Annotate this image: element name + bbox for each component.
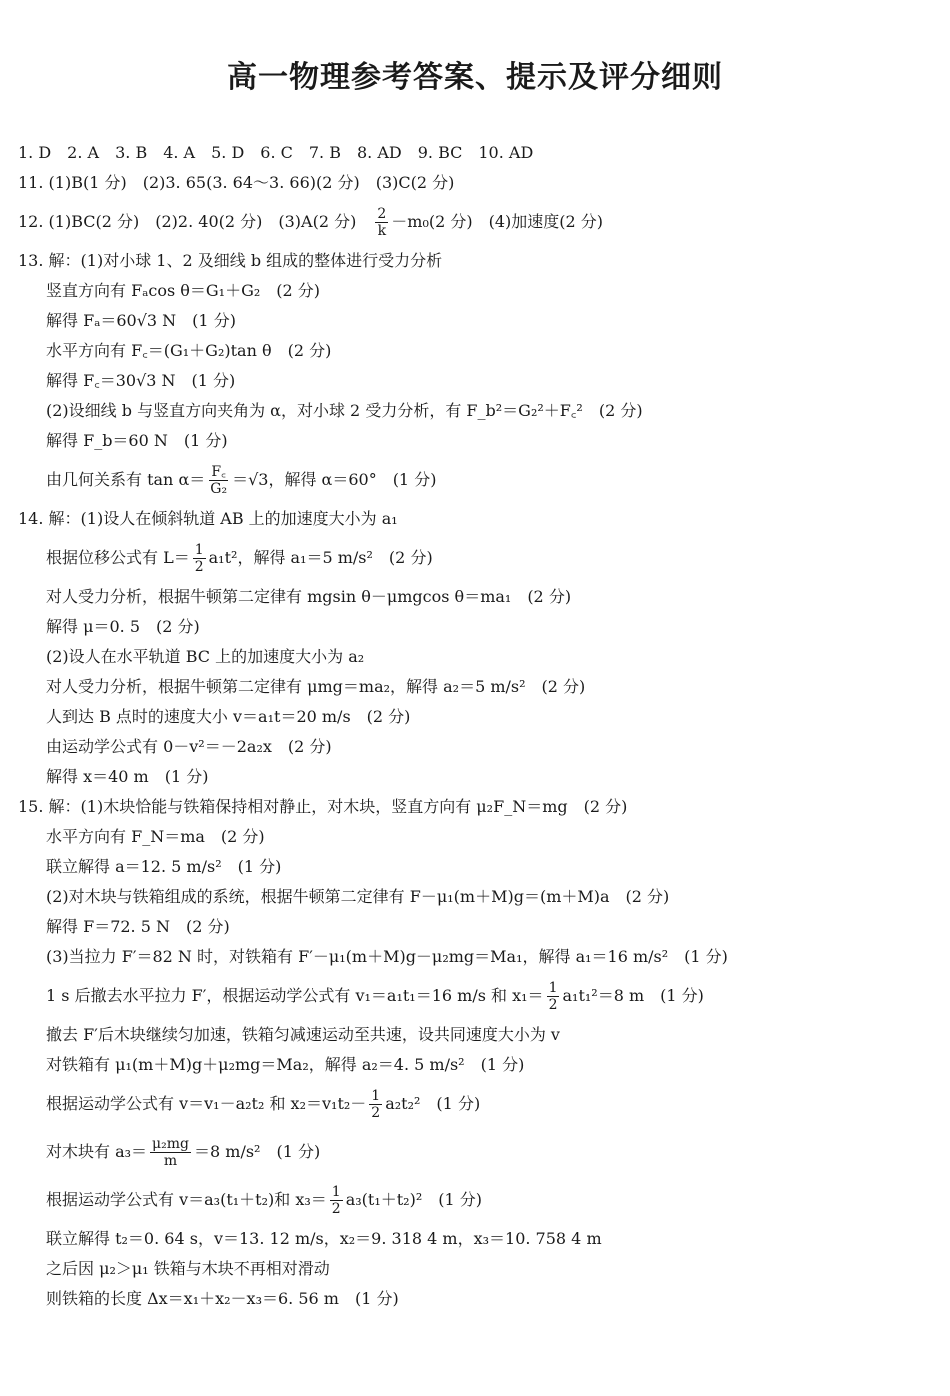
answer-line (18, 504, 938, 534)
line-text: 1 s 后撤去水平拉力 F′，根据运动学公式有 v₁＝a₁t₁＝16 m/s 和 x₁＝ (46, 986, 544, 1005)
answer-line (18, 582, 938, 612)
line-text: a₃(t₁＋t₂)² (1 分) (345, 1190, 482, 1209)
fraction-numerator: 1 (331, 1183, 341, 1200)
answer-line (18, 882, 938, 912)
fraction-numerator: 1 (371, 1087, 381, 1104)
answer-line (18, 1050, 938, 1080)
answer-line (18, 138, 938, 168)
answer-line (18, 456, 938, 504)
answer-line (18, 198, 938, 246)
line-text: 人到达 B 点时的速度大小 v＝a₁t＝20 m/s (2 分) (46, 707, 411, 726)
line-text: 解得 F_b＝60 N (1 分) (46, 431, 228, 450)
line-text: (3)当拉力 F′＝82 N 时，对铁箱有 F′－μ₁(m＋M)g－μ₂mg＝Ma₁，解得 a₁＝16 m/s² (1 分) (46, 947, 728, 966)
line-text: 对人受力分析，根据牛顿第二定律有 mgsin θ－μmgcos θ＝ma₁ (2 分) (46, 587, 572, 606)
answer-line (18, 168, 938, 198)
line-text: (2)设人在水平轨道 BC 上的加速度大小为 a₂ (46, 647, 365, 666)
fraction-denominator: 2 (331, 1200, 341, 1217)
line-text: 联立解得 a＝12. 5 m/s² (1 分) (46, 857, 282, 876)
answer-line (18, 1128, 938, 1176)
answer-line (18, 642, 938, 672)
line-text: 15. 解：(1)木块恰能与铁箱保持相对静止，对木块，竖直方向有 μ₂F_N＝mg (2 分) (18, 797, 628, 816)
line-text: (2)对木块与铁箱组成的系统，根据牛顿第二定律有 F－μ₁(m＋M)g＝(m＋M)a (2 分) (46, 887, 670, 906)
answer-line (18, 1254, 938, 1284)
fraction-denominator: m (163, 1152, 178, 1169)
line-text: 之后因 μ₂＞μ₁ 铁箱与木块不再相对滑动 (46, 1259, 330, 1278)
line-text: a₁t²，解得 a₁＝5 m/s² (2 分) (208, 548, 433, 567)
line-text: 联立解得 t₂＝0. 64 s，v＝13. 12 m/s，x₂＝9. 318 4 m，x₃＝10. 758 4 m (46, 1229, 602, 1248)
fraction-denominator: 2 (548, 996, 558, 1013)
answer-line (18, 912, 938, 942)
fraction-denominator: 2 (371, 1104, 381, 1121)
line-text: 13. 解：(1)对小球 1、2 及细线 b 组成的整体进行受力分析 (18, 251, 443, 270)
answer-line (18, 972, 938, 1020)
line-text: 解得 x＝40 m (1 分) (46, 767, 209, 786)
fraction (547, 980, 560, 1013)
line-text: a₁t₁²＝8 m (1 分) (562, 986, 704, 1005)
line-text: 由运动学公式有 0－v²＝－2a₂x (2 分) (46, 737, 332, 756)
answer-line (18, 276, 938, 306)
fraction-numerator: 1 (194, 541, 204, 558)
line-text: 解得 Fₐ＝60√3 N (1 分) (46, 311, 236, 330)
answer-line (18, 1020, 938, 1050)
answer-line (18, 762, 938, 792)
line-text: ＝√3，解得 α＝60° (1 分) (232, 470, 437, 489)
answer-line (18, 852, 938, 882)
answer-line (18, 1176, 938, 1224)
answer-line (18, 534, 938, 582)
line-text: 由几何关系有 tan α＝ (46, 470, 206, 489)
answer-line (18, 1080, 938, 1128)
line-text: (2)设细线 b 与竖直方向夹角为 α，对小球 2 受力分析，有 F_b²＝G₂²＋F꜀² (2 分) (46, 401, 643, 420)
page-title: 高一物理参考答案、提示及评分细则 (227, 60, 723, 95)
fraction-numerator: 2 (377, 205, 387, 222)
line-text: －m₀(2 分) (4)加速度(2 分) (391, 212, 604, 231)
line-text: 则铁箱的长度 Δx＝x₁＋x₂－x₃＝6. 56 m (1 分) (46, 1289, 399, 1308)
answer-line (18, 306, 938, 336)
answer-content (18, 138, 938, 1314)
answer-line (18, 702, 938, 732)
answer-line (18, 246, 938, 276)
answer-line (18, 1284, 938, 1314)
fraction-numerator: 1 (548, 979, 558, 996)
fraction-denominator: G₂ (210, 480, 228, 497)
line-text: 根据运动学公式有 v＝v₁－a₂t₂ 和 x₂＝v₁t₂－ (46, 1094, 367, 1113)
fraction (208, 464, 229, 497)
fraction (193, 542, 206, 575)
answer-line (18, 672, 938, 702)
answer-line (18, 396, 938, 426)
line-text: 12. (1)BC(2 分) (2)2. 40(2 分) (3)A(2 分) (18, 212, 373, 231)
line-text: 对人受力分析，根据牛顿第二定律有 μmg＝ma₂，解得 a₂＝5 m/s² (2 分) (46, 677, 586, 696)
fraction (330, 1184, 343, 1217)
answer-line (18, 822, 938, 852)
fraction-denominator: k (377, 222, 387, 239)
answer-line (18, 366, 938, 396)
line-text: a₂t₂² (1 分) (385, 1094, 481, 1113)
line-text: 解得 F＝72. 5 N (2 分) (46, 917, 230, 936)
line-text: 11. (1)B(1 分) (2)3. 65(3. 64～3. 66)(2 分) (3)C(2 分) (18, 173, 455, 192)
answer-line (18, 732, 938, 762)
fraction (375, 206, 388, 239)
fraction (150, 1136, 191, 1169)
line-text: 水平方向有 F_N＝ma (2 分) (46, 827, 265, 846)
line-text: 根据位移公式有 L＝ (46, 548, 190, 567)
line-text: 水平方向有 F꜀＝(G₁＋G₂)tan θ (2 分) (46, 341, 332, 360)
line-text: 对铁箱有 μ₁(m＋M)g＋μ₂mg＝Ma₂，解得 a₂＝4. 5 m/s² (1 分) (46, 1055, 525, 1074)
fraction (369, 1088, 382, 1121)
line-text: 撤去 F′后木块继续匀加速，铁箱匀减速运动至共速，设共同速度大小为 v (46, 1025, 560, 1044)
fraction-numerator: μ₂mg (152, 1135, 189, 1152)
fraction-denominator: 2 (194, 558, 204, 575)
line-text: 根据运动学公式有 v＝a₃(t₁＋t₂)和 x₃＝ (46, 1190, 327, 1209)
answer-line (18, 1224, 938, 1254)
line-text: 对木块有 a₃＝ (46, 1142, 148, 1161)
line-text: 解得 μ＝0. 5 (2 分) (46, 617, 200, 636)
line-text: 1. D 2. A 3. B 4. A 5. D 6. C 7. B 8. AD 9. BC 10. AD (18, 143, 534, 162)
line-text: ＝8 m/s² (1 分) (194, 1142, 321, 1161)
answer-line (18, 612, 938, 642)
answer-line (18, 942, 938, 972)
answer-line (18, 426, 938, 456)
fraction-numerator: F꜀ (211, 463, 226, 480)
answer-line (18, 792, 938, 822)
line-text: 竖直方向有 Fₐcos θ＝G₁＋G₂ (2 分) (46, 281, 321, 300)
line-text: 14. 解：(1)设人在倾斜轨道 AB 上的加速度大小为 a₁ (18, 509, 398, 528)
answer-line (18, 336, 938, 366)
line-text: 解得 F꜀＝30√3 N (1 分) (46, 371, 236, 390)
